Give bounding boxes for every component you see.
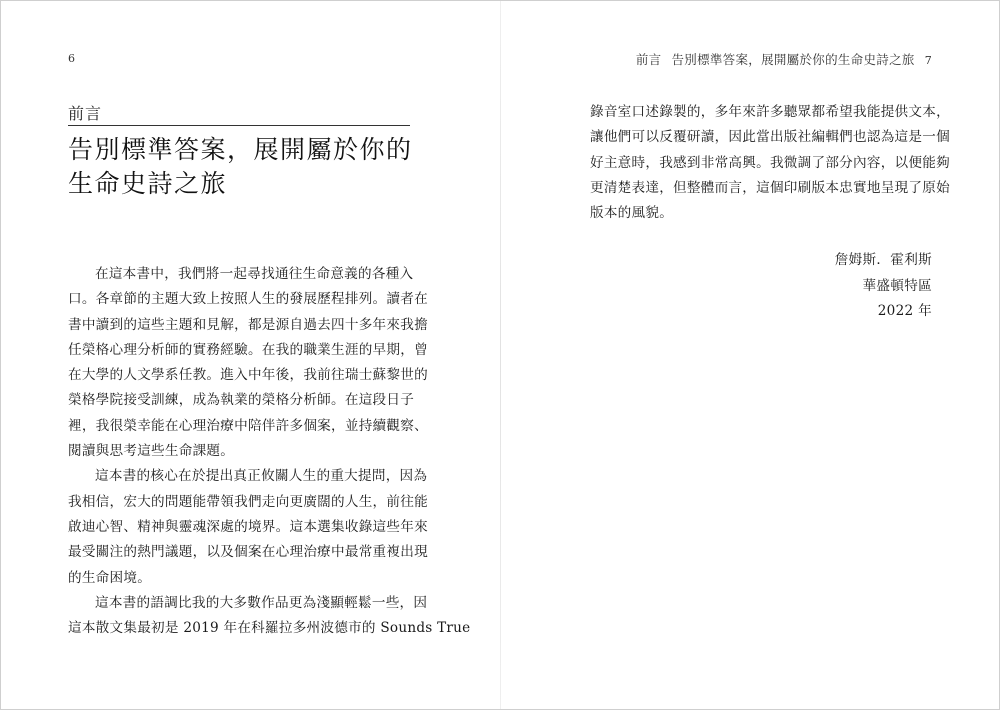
chapter-rule xyxy=(68,125,410,126)
left-page xyxy=(1,1,500,709)
body-text-line: 最受關注的熱門議題，以及個案在心理治療中最常重複出現 xyxy=(68,544,428,561)
signature-year: 2022 年 xyxy=(877,303,932,319)
body-text-line: 書中讀到的這些主題和見解，都是源自過去四十多年來我擔 xyxy=(68,316,428,333)
body-text-line: 我相信，宏大的問題能帶領我們走向更廣闊的人生，前往能 xyxy=(68,493,428,510)
body-text-line: 這本書的語調比我的大多數作品更為淺顯輕鬆一些，因 xyxy=(95,594,428,611)
body-text-line: 的生命困境。 xyxy=(68,569,152,586)
body-text-line: 好主意時，我感到非常高興。我微調了部分內容，以便能夠 xyxy=(590,154,950,171)
signature-author: 詹姆斯．霍利斯 xyxy=(834,252,932,268)
chapter-label: 前言 xyxy=(68,104,103,123)
running-head-title: 告別標準答案，展開屬於你的生命史詩之旅 xyxy=(671,52,915,67)
running-head xyxy=(636,50,932,68)
left-body-text xyxy=(68,262,471,641)
body-text-line: 閱讀與思考這些生命課題。 xyxy=(68,443,235,460)
chapter-title-line: 告別標準答案，展開屬於你的 xyxy=(68,135,413,164)
signature-block xyxy=(835,248,932,325)
body-text-line: 口。各章節的主題大致上按照人生的發展歷程排列。讀者在 xyxy=(68,291,428,308)
body-text-line: 更清楚表達，但整體而言，這個印刷版本忠實地呈現了原始 xyxy=(590,179,950,196)
signature-place: 華盛頓特區 xyxy=(862,277,932,294)
page-number-right: 7 xyxy=(924,54,932,67)
body-text-line: 榮格學院接受訓練，成為執業的榮格分析師。在這段日子 xyxy=(68,392,415,409)
chapter-title-line: 生命史詩之旅 xyxy=(68,169,228,198)
body-text-line: 版本的風貌。 xyxy=(590,205,674,222)
running-head-part: 前言 xyxy=(635,52,662,67)
body-text-line: 任榮格心理分析師的實務經驗。在我的職業生涯的早期，曾 xyxy=(68,341,428,358)
page-number-left: 6 xyxy=(68,52,75,65)
body-text-line: 這本散文集最初是 2019 年在科羅拉多州波德市的 Sounds True xyxy=(68,620,471,637)
body-text-line: 裡，我很榮幸能在心理治療中陪伴許多個案，並持續觀察、 xyxy=(68,417,428,434)
body-text-line: 這本書的核心在於提出真正攸關人生的重大提問，因為 xyxy=(95,468,428,485)
body-text-line: 啟迪心智、精神與靈魂深處的境界。這本選集收錄這些年來 xyxy=(68,518,428,535)
body-text-line: 在大學的人文學系任教。進入中年後，我前往瑞士蘇黎世的 xyxy=(68,367,428,384)
right-body-text xyxy=(590,100,950,226)
right-page xyxy=(501,1,1000,709)
body-text-line: 在這本書中，我們將一起尋找通往生命意義的各種入 xyxy=(95,266,414,282)
body-text-line: 讓他們可以反覆研讀，因此當出版社編輯們也認為這是一個 xyxy=(590,129,950,146)
chapter-title xyxy=(68,133,413,201)
body-text-line: 錄音室口述錄製的，多年來許多聽眾都希望我能提供文本， xyxy=(590,104,950,120)
